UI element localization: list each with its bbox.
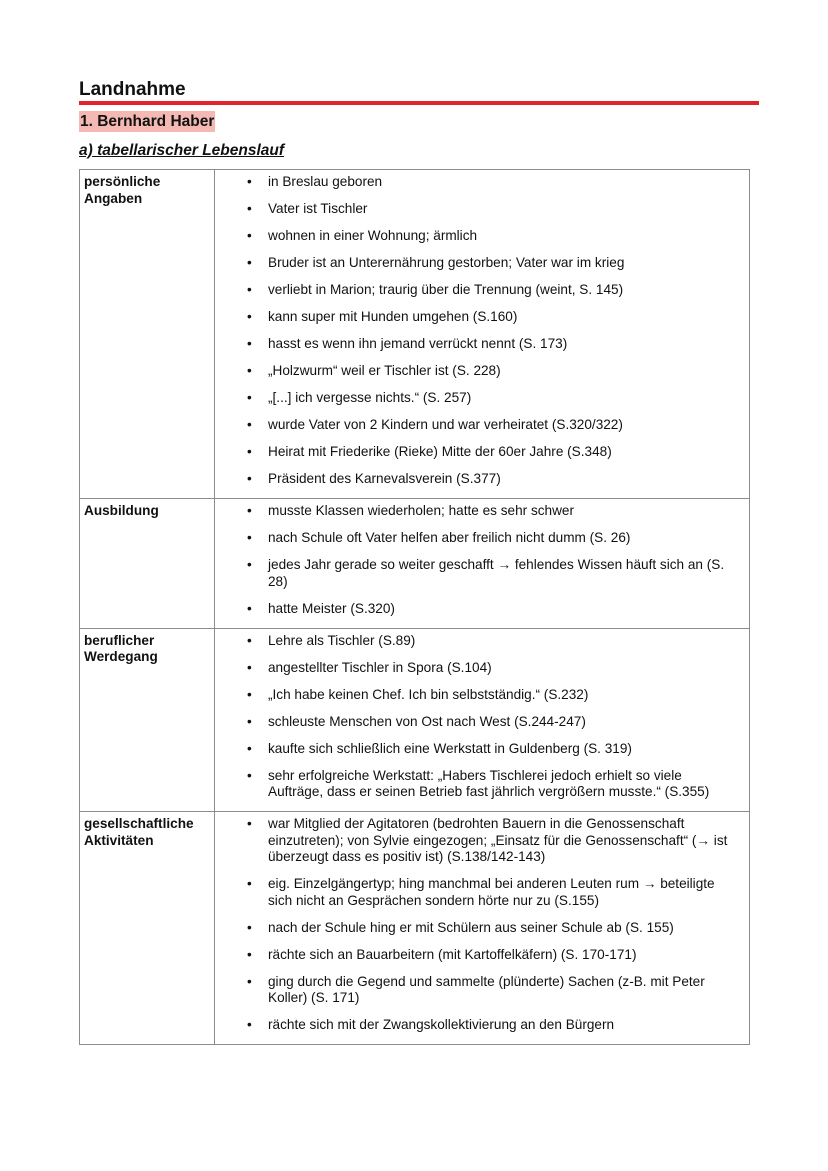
list-item: • kaufte sich schließlich eine Werkstatt in Guldenberg (S. 319)	[215, 741, 739, 758]
list-item: • Heirat mit Friederike (Rieke) Mitte der 60er Jahre (S.348)	[215, 444, 739, 461]
list-item: • jedes Jahr gerade so weiter geschafft → fehlendes Wissen häuft sich an (S. 28)	[215, 557, 739, 590]
curriculum-vitae-table	[79, 169, 750, 1045]
list-item: • „[...] ich vergesse nichts.“ (S. 257)	[215, 390, 739, 407]
list-item: • in Breslau geboren	[215, 174, 739, 191]
table-row	[80, 499, 750, 629]
subsection-heading: a) tabellarischer Lebenslauf	[79, 142, 285, 159]
list-item: • nach Schule oft Vater helfen aber freilich nicht dumm (S. 26)	[215, 530, 739, 547]
row-label: persönliche Angaben	[80, 170, 215, 499]
row-items	[215, 628, 750, 812]
table-row	[80, 628, 750, 812]
list-item: • angestellter Tischler in Spora (S.104)	[215, 660, 739, 677]
list-item: • war Mitglied der Agitatoren (bedrohten Bauern in die Genossenschaft einzutreten); von Sylvie eingezogen; „Einsatz für die Genossenschaft“ (→ ist überzeugt dass es positiv ist) (S.138/142-143)	[215, 816, 739, 866]
list-item: • nach der Schule hing er mit Schülern aus seiner Schule ab (S. 155)	[215, 920, 739, 937]
section-heading: 1. Bernhard Haber	[80, 113, 215, 130]
row-label: gesellschaftliche Aktivitäten	[80, 812, 215, 1045]
document-title: Landnahme	[79, 79, 186, 100]
table-row	[80, 170, 750, 499]
table-row	[80, 812, 750, 1045]
list-item: • eig. Einzelgängertyp; hing manchmal bei anderen Leuten rum → beteiligte sich nicht an Gesprächen sondern hörte nur zu (S.155)	[215, 876, 739, 909]
row-items	[215, 812, 750, 1045]
row-items	[215, 170, 750, 499]
list-item: • Bruder ist an Unterernährung gestorben; Vater war im krieg	[215, 255, 739, 272]
list-item: • wurde Vater von 2 Kindern und war verheiratet (S.320/322)	[215, 417, 739, 434]
list-item: • kann super mit Hunden umgehen (S.160)	[215, 309, 739, 326]
list-item: • Vater ist Tischler	[215, 201, 739, 218]
list-item: • „Ich habe keinen Chef. Ich bin selbstständig.“ (S.232)	[215, 687, 739, 704]
list-item: • ging durch die Gegend und sammelte (plünderte) Sachen (z-B. mit Peter Koller) (S. 171)	[215, 974, 739, 1007]
bullet-list	[215, 633, 739, 801]
title-underline-rule	[79, 101, 759, 105]
list-item: • Präsident des Karnevalsverein (S.377)	[215, 471, 739, 488]
list-item: • musste Klassen wiederholen; hatte es sehr schwer	[215, 503, 739, 520]
list-item: • hatte Meister (S.320)	[215, 601, 739, 618]
list-item: • „Holzwurm“ weil er Tischler ist (S. 228)	[215, 363, 739, 380]
bullet-list	[215, 816, 739, 1034]
list-item: • rächte sich mit der Zwangskollektivierung an den Bürgern	[215, 1017, 739, 1034]
list-item: • verliebt in Marion; traurig über die Trennung (weint, S. 145)	[215, 282, 739, 299]
list-item: • schleuste Menschen von Ost nach West (S.244-247)	[215, 714, 739, 731]
row-label: beruflicher Werdegang	[80, 628, 215, 812]
list-item: • rächte sich an Bauarbeitern (mit Kartoffelkäfern) (S. 170-171)	[215, 947, 739, 964]
row-items	[215, 499, 750, 629]
list-item: • sehr erfolgreiche Werkstatt: „Habers Tischlerei jedoch erhielt so viele Aufträge, dass er seinen Betrieb fast jährlich vergrößern musste.“ (S.355)	[215, 768, 739, 801]
list-item: • Lehre als Tischler (S.89)	[215, 633, 739, 650]
list-item: • wohnen in einer Wohnung; ärmlich	[215, 228, 739, 245]
list-item: • hasst es wenn ihn jemand verrückt nennt (S. 173)	[215, 336, 739, 353]
bullet-list	[215, 174, 739, 488]
bullet-list	[215, 503, 739, 617]
row-label: Ausbildung	[80, 499, 215, 629]
